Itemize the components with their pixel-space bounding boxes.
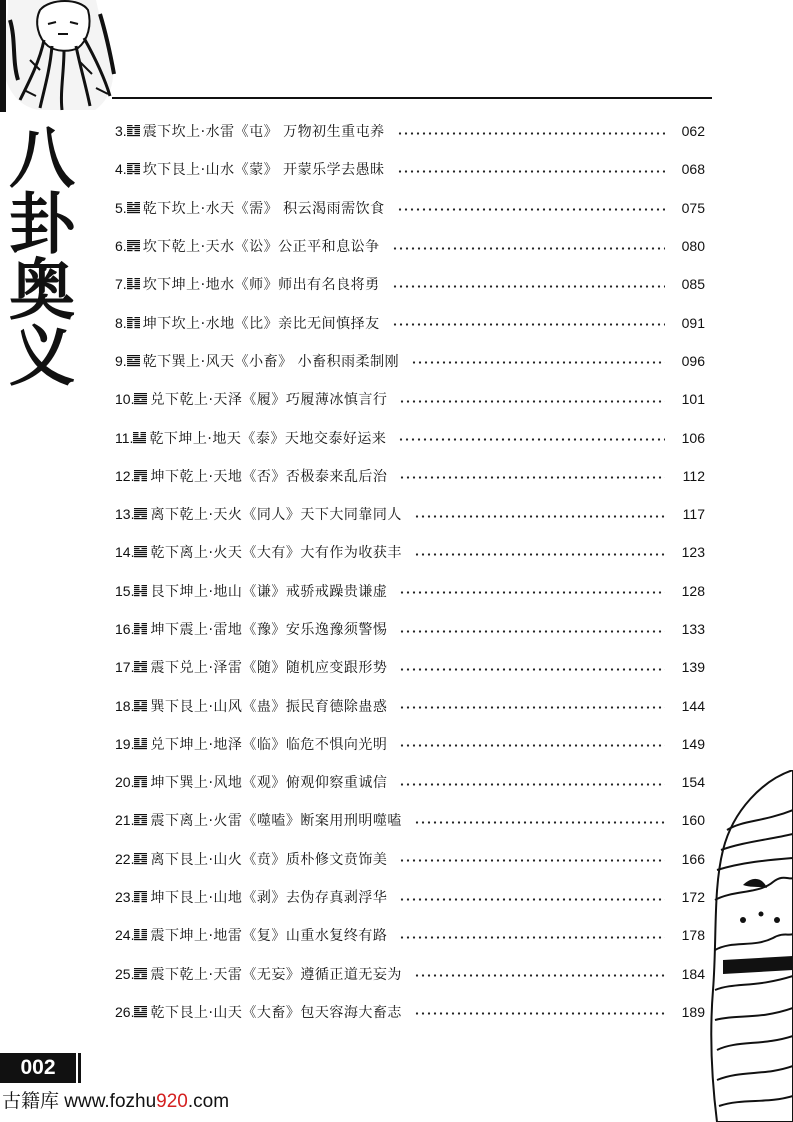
dot-leader [397,132,665,135]
toc-entry[interactable] [115,840,705,878]
hexagram-icon [127,317,140,329]
toc-entry-title: 震下乾上·天雷《无妄》遵循正道无妄为 [150,966,402,983]
toc-entry-number: 14. [115,544,135,561]
toc-entry[interactable] [115,610,705,648]
hexagram-icon [127,163,140,175]
toc-entry-title: 坎下乾上·天水《讼》公正平和息讼争 [142,239,380,256]
toc-entry[interactable] [115,112,705,150]
hexagram-icon [127,355,140,367]
dot-leader [399,936,665,939]
wave-illustration [703,770,793,1122]
hexagram-icon [134,661,147,673]
toc-entry-page: 112 [682,467,705,484]
toc-entry-page: 133 [681,621,705,637]
toc-entry[interactable] [115,993,705,1031]
hexagram-icon [134,1006,147,1018]
toc-entry-title: 兑下坤上·地泽《临》临危不惧向光明 [150,736,388,753]
watermark-prefix: 古籍库 www.fozhu [2,1091,157,1112]
book-title-char-1: 八 [9,119,75,197]
toc-entry-page: 085 [681,276,705,293]
toc-entry-page: 149 [681,735,705,752]
dot-leader [414,974,665,977]
dot-leader [399,859,665,862]
dot-leader [399,476,665,479]
header-rule [112,97,712,99]
toc-entry-page: 091 [681,314,705,331]
toc-entry-number: 12. [115,467,135,484]
toc-entry-number: 20. [115,774,135,791]
toc-entry-title: 坎下艮上·山水《蒙》 开蒙乐学去愚昧 [142,162,385,179]
toc-entry[interactable] [115,916,705,954]
book-title-char-4: 义 [9,317,75,395]
toc-entry-title: 坤下艮上·山地《剥》去伪存真剥浮华 [150,890,388,907]
toc-entry-number: 6. [115,238,127,255]
hexagram-icon [134,508,147,520]
toc-entry-number: 9. [115,352,127,369]
hexagram-icon [134,393,147,405]
toc-entry-page: 172 [681,889,705,906]
toc-entry[interactable] [115,265,705,303]
toc-entry-title: 离下艮上·山火《贲》质朴修文贲饰美 [150,851,388,868]
hexagram-icon [134,546,147,558]
hexagram-icon [134,891,147,903]
dot-leader [398,438,665,441]
toc-entry-number: 5. [115,199,127,216]
portrait-illustration [0,0,118,112]
toc-entry-page: 128 [681,582,705,599]
toc-entry-page: 117 [682,506,705,523]
toc-entry-title: 坤下坎上·水地《比》亲比无间慎择友 [142,315,380,332]
watermark [2,1086,229,1113]
hexagram-icon [127,240,140,252]
toc-entry-number: 7. [115,276,127,293]
page-number: 002 [0,1053,76,1083]
toc-entry[interactable] [115,418,705,456]
hexagram-icon [134,814,147,826]
toc-entry-title: 乾下离上·火天《大有》大有作为收获丰 [150,545,402,562]
hexagram-icon [134,623,147,635]
toc-entry-title: 乾下坎上·水天《需》 积云渴雨需饮食 [142,200,385,217]
dot-leader [414,553,665,556]
toc-entry-title: 乾下艮上·山天《大畜》包天容海大畜志 [150,1004,402,1021]
hexagram-icon [134,585,147,597]
page-number-bar [78,1053,81,1083]
toc-entry[interactable] [115,801,705,839]
toc-entry[interactable] [115,878,705,916]
hexagram-icon [133,432,146,444]
book-title-char-3: 奥 [9,251,75,329]
toc-entry-page: 160 [681,812,705,829]
dot-leader [399,898,665,901]
hexagram-icon [134,853,147,865]
dot-leader [399,783,665,786]
toc-entry-title: 坤下震上·雷地《豫》安乐逸豫须警惕 [150,622,388,638]
toc-entry[interactable] [115,955,705,993]
toc-entry-title: 震下兑上·泽雷《随》随机应变跟形势 [150,660,388,677]
toc-entry-title: 巽下艮上·山风《蛊》振民育德除蛊惑 [150,698,388,715]
toc-entry[interactable] [115,342,705,380]
toc-entry-page: 101 [681,391,705,408]
toc-entry-title: 乾下巽上·风天《小畜》 小畜积雨柔制刚 [142,353,400,370]
toc-entry-number: 11. [115,429,134,446]
watermark-highlight: 920 [156,1091,188,1112]
toc-entry[interactable] [115,457,705,495]
toc-entry-title: 艮下坤上·地山《谦》戒骄戒躁贵谦虚 [150,583,388,600]
hexagram-icon [134,968,147,980]
toc-entry-number: 22. [115,850,135,867]
dot-leader [392,247,665,250]
toc-entry[interactable] [115,533,705,571]
toc-entry-page: 123 [681,544,705,561]
toc-entry-page: 189 [681,1003,705,1020]
toc-entry-title: 震下离上·火雷《噬嗑》断案用刑明噬嗑 [150,813,402,830]
toc-entry-title: 坤下乾上·天地《否》否极泰来乱后治 [150,468,388,485]
toc-entry-number: 3. [115,123,127,140]
toc-entry-number: 23. [115,889,135,906]
dot-leader [414,515,665,518]
toc-entry-number: 10. [115,391,135,408]
dot-leader [399,400,665,403]
dot-leader [392,285,665,288]
book-title-char-2: 卦 [9,185,75,263]
dot-leader [399,744,665,747]
toc-entry-number: 4. [115,161,127,178]
toc-entry-title: 兑下乾上·天泽《履》巧履薄冰慎言行 [150,392,388,409]
table-of-contents [115,112,705,1031]
toc-entry-number: 24. [115,927,135,944]
toc-entry-page: 178 [681,927,705,944]
toc-entry-number: 18. [115,697,135,714]
toc-entry-page: 106 [681,429,705,446]
toc-entry-page: 062 [681,123,705,140]
watermark-suffix: .com [187,1091,230,1112]
toc-entry[interactable] [115,686,705,724]
toc-entry-number: 16. [115,621,135,637]
toc-entry-number: 15. [115,582,135,599]
toc-entry[interactable] [115,380,705,418]
toc-entry-page: 075 [681,199,705,216]
dot-leader [397,170,665,173]
toc-entry-number: 26. [115,1003,135,1020]
toc-entry[interactable] [115,227,705,265]
toc-entry[interactable] [115,572,705,610]
toc-entry-title: 坎下坤上·地水《师》师出有名良将勇 [142,277,380,294]
toc-entry-title: 震下坎上·水雷《屯》 万物初生重屯养 [142,124,385,141]
toc-entry-page: 096 [681,352,705,369]
hexagram-icon [127,202,140,214]
dot-leader [399,706,665,709]
toc-entry-title: 震下坤上·地雷《复》山重水复终有路 [150,928,388,945]
dot-leader [411,361,665,364]
dot-leader [392,323,665,326]
dot-leader [414,1012,665,1015]
dot-leader [399,630,665,633]
toc-entry-number: 17. [115,659,135,676]
hexagram-icon [127,125,140,137]
toc-entry-number: 19. [115,735,135,752]
toc-entry[interactable] [115,303,705,341]
toc-entry-number: 8. [115,314,127,331]
toc-entry[interactable] [115,763,705,801]
toc-entry-page: 139 [681,659,705,676]
toc-entry-title: 离下乾上·天火《同人》天下大同靠同人 [150,507,402,524]
dot-leader [399,668,665,671]
hexagram-icon [134,738,147,750]
dot-leader [397,208,665,211]
book-title [4,119,80,395]
dot-leader [414,821,665,824]
hexagram-icon [134,700,147,712]
toc-entry-page: 144 [681,697,705,714]
hexagram-icon [134,470,147,482]
toc-entry[interactable] [115,648,705,686]
toc-entry-title: 乾下坤上·地天《泰》天地交泰好运来 [149,430,387,447]
toc-entry-number: 25. [115,965,135,982]
toc-entry-page: 068 [681,161,705,178]
dot-leader [399,591,665,594]
toc-entry[interactable] [115,189,705,227]
toc-entry-page: 154 [681,774,705,791]
toc-entry-title: 坤下巽上·风地《观》俯观仰察重诚信 [150,775,388,792]
toc-entry[interactable] [115,495,705,533]
toc-entry[interactable] [115,725,705,763]
toc-entry-page: 080 [681,238,705,255]
hexagram-icon [127,278,140,290]
toc-entry-number: 21. [115,812,135,829]
toc-entry-number: 13. [115,506,135,523]
toc-entry[interactable] [115,150,705,188]
hexagram-icon [134,776,147,788]
hexagram-icon [134,929,147,941]
toc-entry-page: 166 [681,850,705,867]
toc-entry-page: 184 [681,965,705,982]
